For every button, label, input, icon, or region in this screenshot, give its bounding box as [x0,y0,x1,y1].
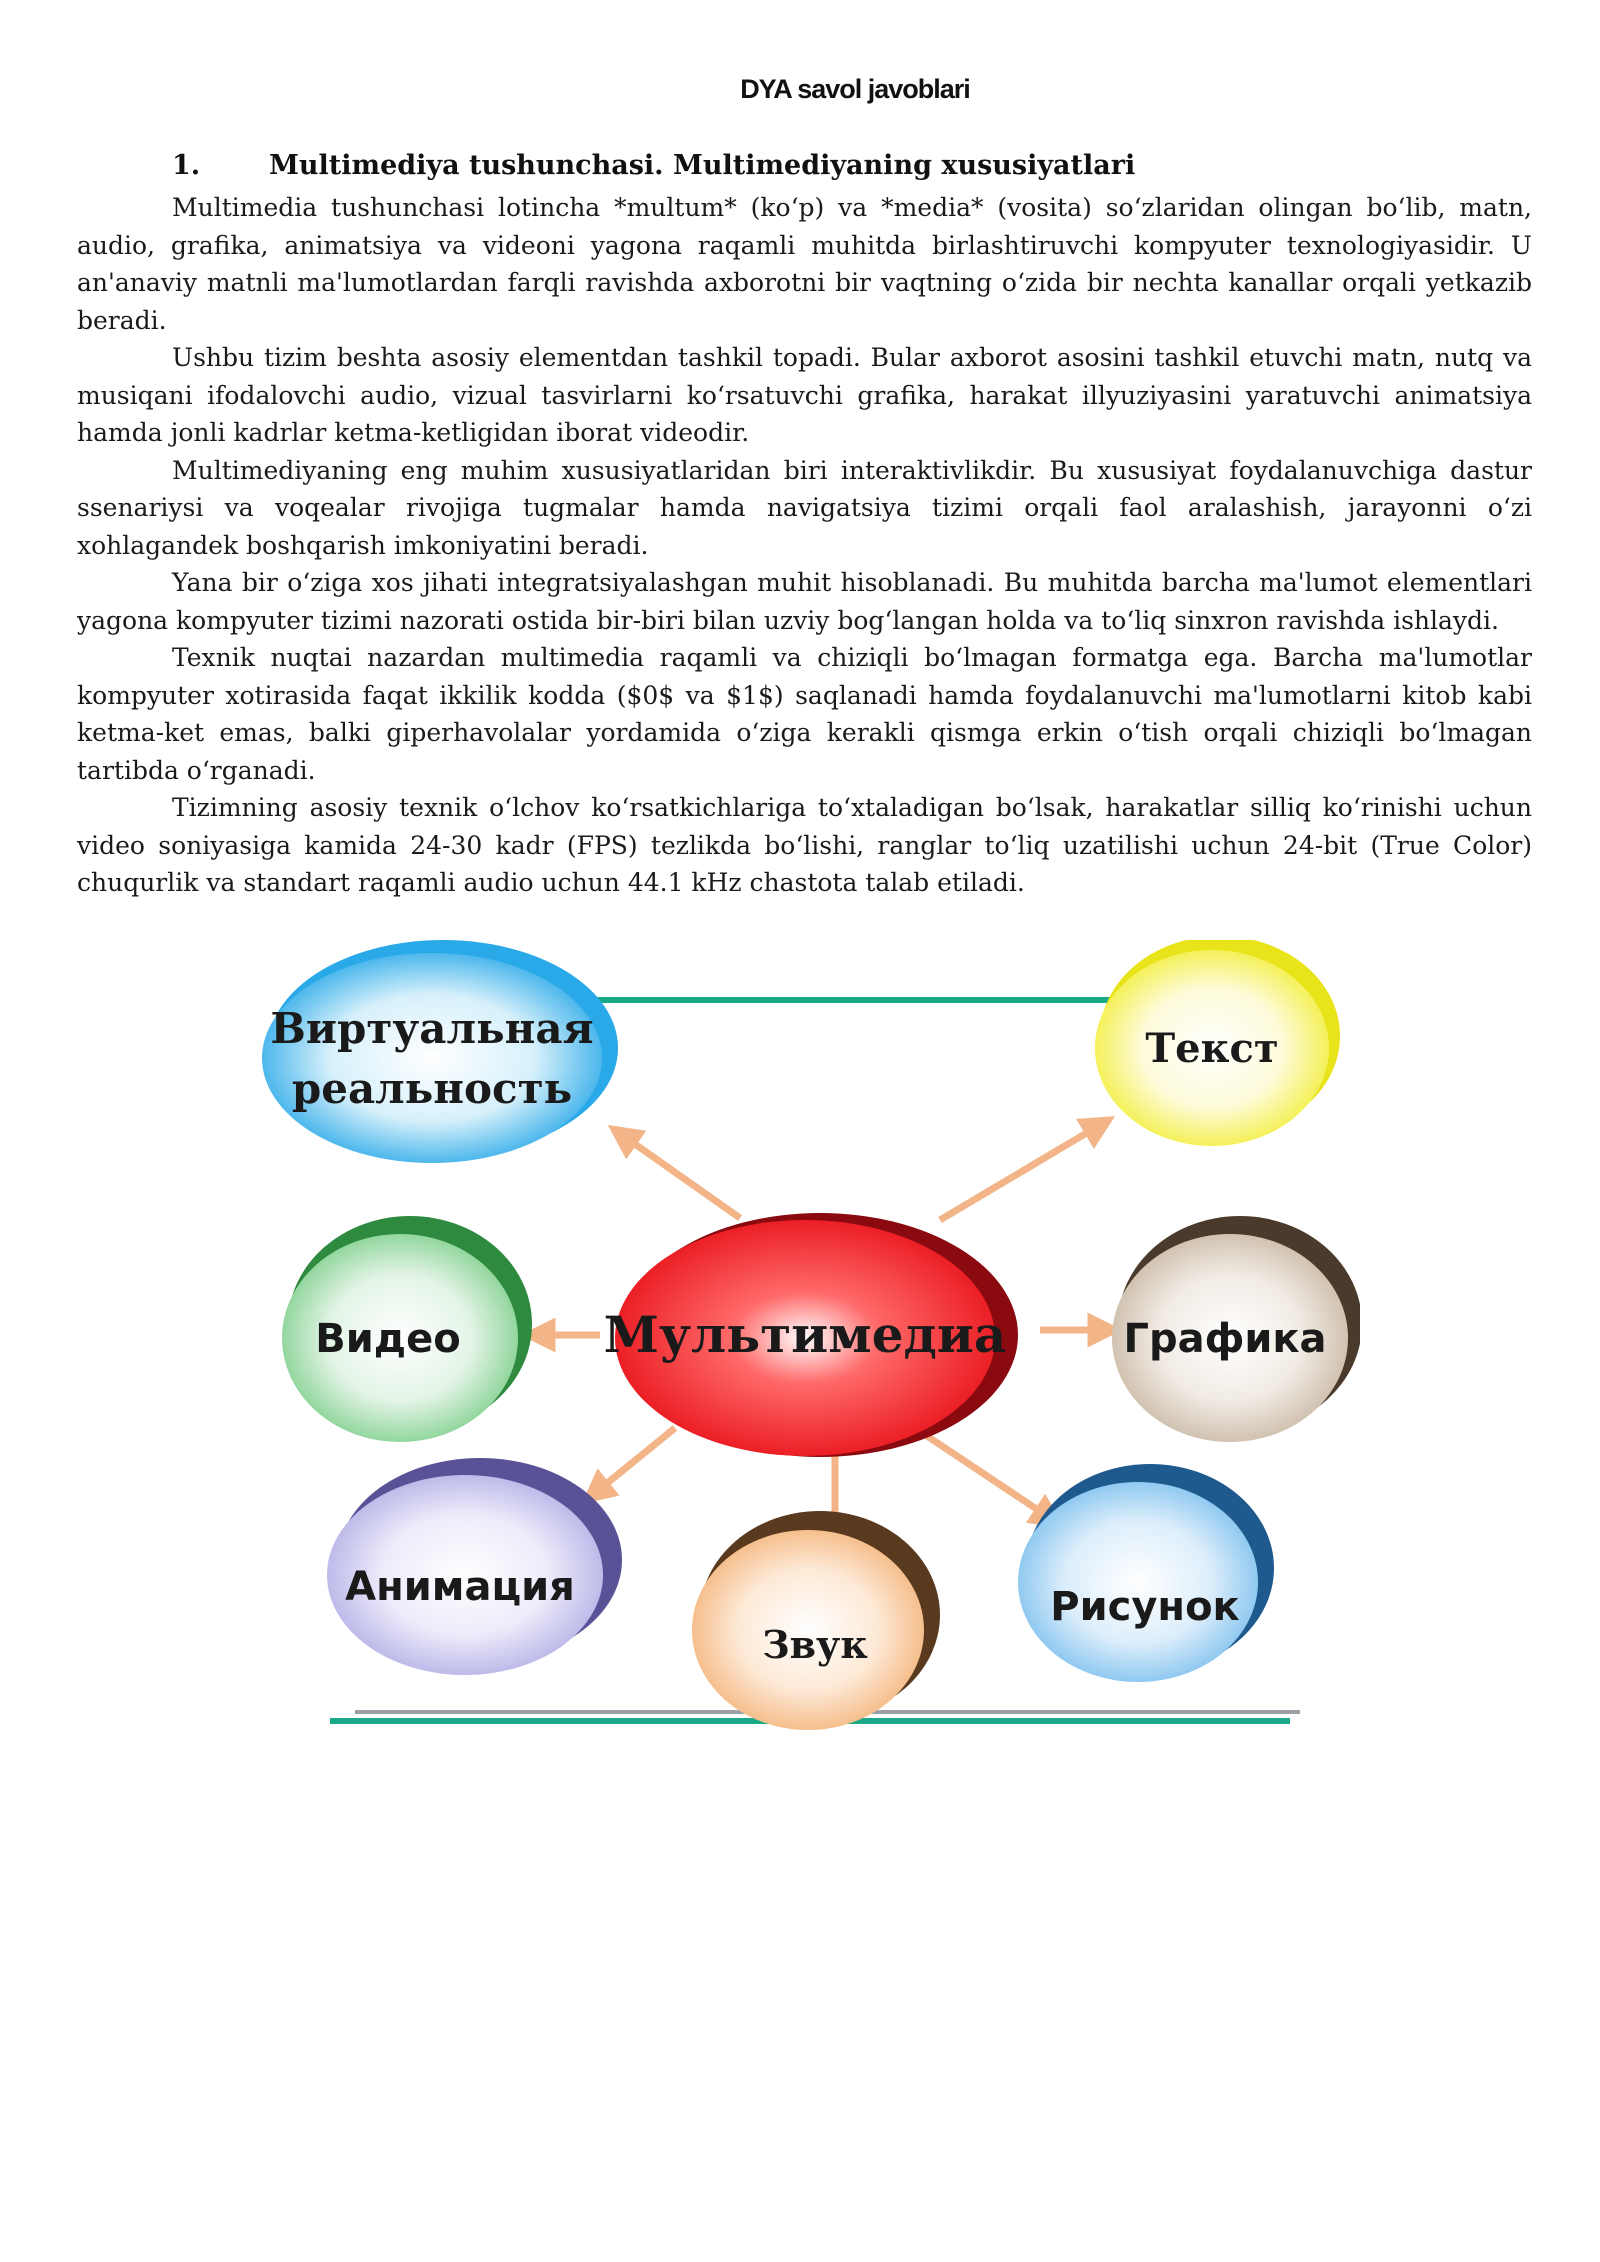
node-video [282,1216,532,1442]
node-picture [1018,1464,1274,1682]
node-text-label: Текст [1145,1025,1279,1072]
node-graphics-label: Графика [1123,1316,1327,1362]
node-sound [692,1511,940,1730]
node-picture-label: Рисунок [1050,1584,1240,1630]
node-sound-label: Звук [762,1622,868,1667]
arrow-to-animation [595,1428,675,1493]
node-multimedia-label: Мультимедиа [603,1305,1007,1364]
paragraph: Ushbu tizim beshta asosiy elementdan tashkil topadi. Bular axborot asosini tashkil etuvchi matn, nutq va musiqani ifodalovchi audio, vizual tasvirlarni ko‘rsatuvchi grafika, harakat illyuziyasini yaratuvchi animatsiya hamda jonli kadrlar ketma-ketligidan iborat videodir. [77,343,1532,447]
paragraph: Multimedia tushunchasi lotincha *multum* (ko‘p) va *media* (vosita) so‘zlaridan olingan bo‘lib, matn, audio, grafika, animatsiya va videoni yagona raqamli muhitda birlashtiruvchi kompyuter texnologiyasidir. U an'anaviy matnli ma'lumotlardan farqli ravishda axborotni bir vaqtning o‘zida bir nechta kanallar orqali yetkazib beradi. [77,193,1532,335]
paragraph: Multimediyaning eng muhim xususiyatlaridan biri interaktivlikdir. Bu xususiyat foydalanuvchiga dastur ssenariysi va voqealar rivojiga tugmalar hamda navigatsiya tizimi orqali faol aralashish, jarayonni o‘zi xohlagandek boshqarish imkoniyatini beradi. [77,455,1532,560]
paragraph: Tizimning asosiy texnik o‘lchov ko‘rsatkichlariga to‘xtaladigan bo‘lsak, harakatlar silliq ko‘rinishi uchun video soniyasiga kamida 24-30 kadr (FPS) tezlikda bo‘lishi, ranglar to‘liq uzatilishi uchun 24-bit (True Color) chuqurlik va standart raqamli audio uchun 44.1 kHz chastota talab etiladi. [77,793,1532,897]
section-heading [172,150,1532,181]
node-animation-label: Анимация [345,1564,575,1610]
arrow-to-text [940,1125,1100,1220]
node-graphics [1112,1216,1360,1442]
node-vr-label-line2: реальность [291,1064,573,1113]
paragraph: Yana bir o‘ziga xos jihati integratsiyalashgan muhit hisoblanadi. Bu muhitda barcha ma'lumot elementlari yagona kompyuter tizimi nazorati ostida bir-biri bilan uzviy bog‘langan holda va to‘liq sinxron ravishda ishlaydi. [77,568,1532,635]
section-number: 1. [172,150,201,181]
section-title: Multimediya tushunchasi. Multimediyaning xususiyatlari [269,150,1136,181]
paragraph: Texnik nuqtai nazardan multimedia raqamli va chiziqli bo‘lmagan formatga ega. Barcha ma'lumotlar kompyuter xotirasida faqat ikkilik kodda ($0$ va $1$) saqlanadi hamda foydalanuvchi ma'lumotlarni kitob kabi ketma-ket emas, balki giperhavolalar yordamida o‘ziga kerakli qismga erkin o‘tish orqali chiziqli bo‘lmagan tartibda o‘rganadi. [77,643,1532,785]
document-title: DYA savol javoblari [740,74,970,104]
node-text [1095,940,1340,1146]
arrow-to-picture [915,1428,1050,1518]
multimedia-diagram [260,940,1360,1740]
node-video-label: Видео [315,1316,461,1362]
node-animation [327,1458,622,1675]
node-virtual-reality [262,940,618,1163]
node-vr-label-line1: Виртуальная [270,1004,594,1053]
arrow-to-vr [622,1135,740,1218]
section-body [77,189,1532,902]
node-multimedia [604,1213,1018,1457]
